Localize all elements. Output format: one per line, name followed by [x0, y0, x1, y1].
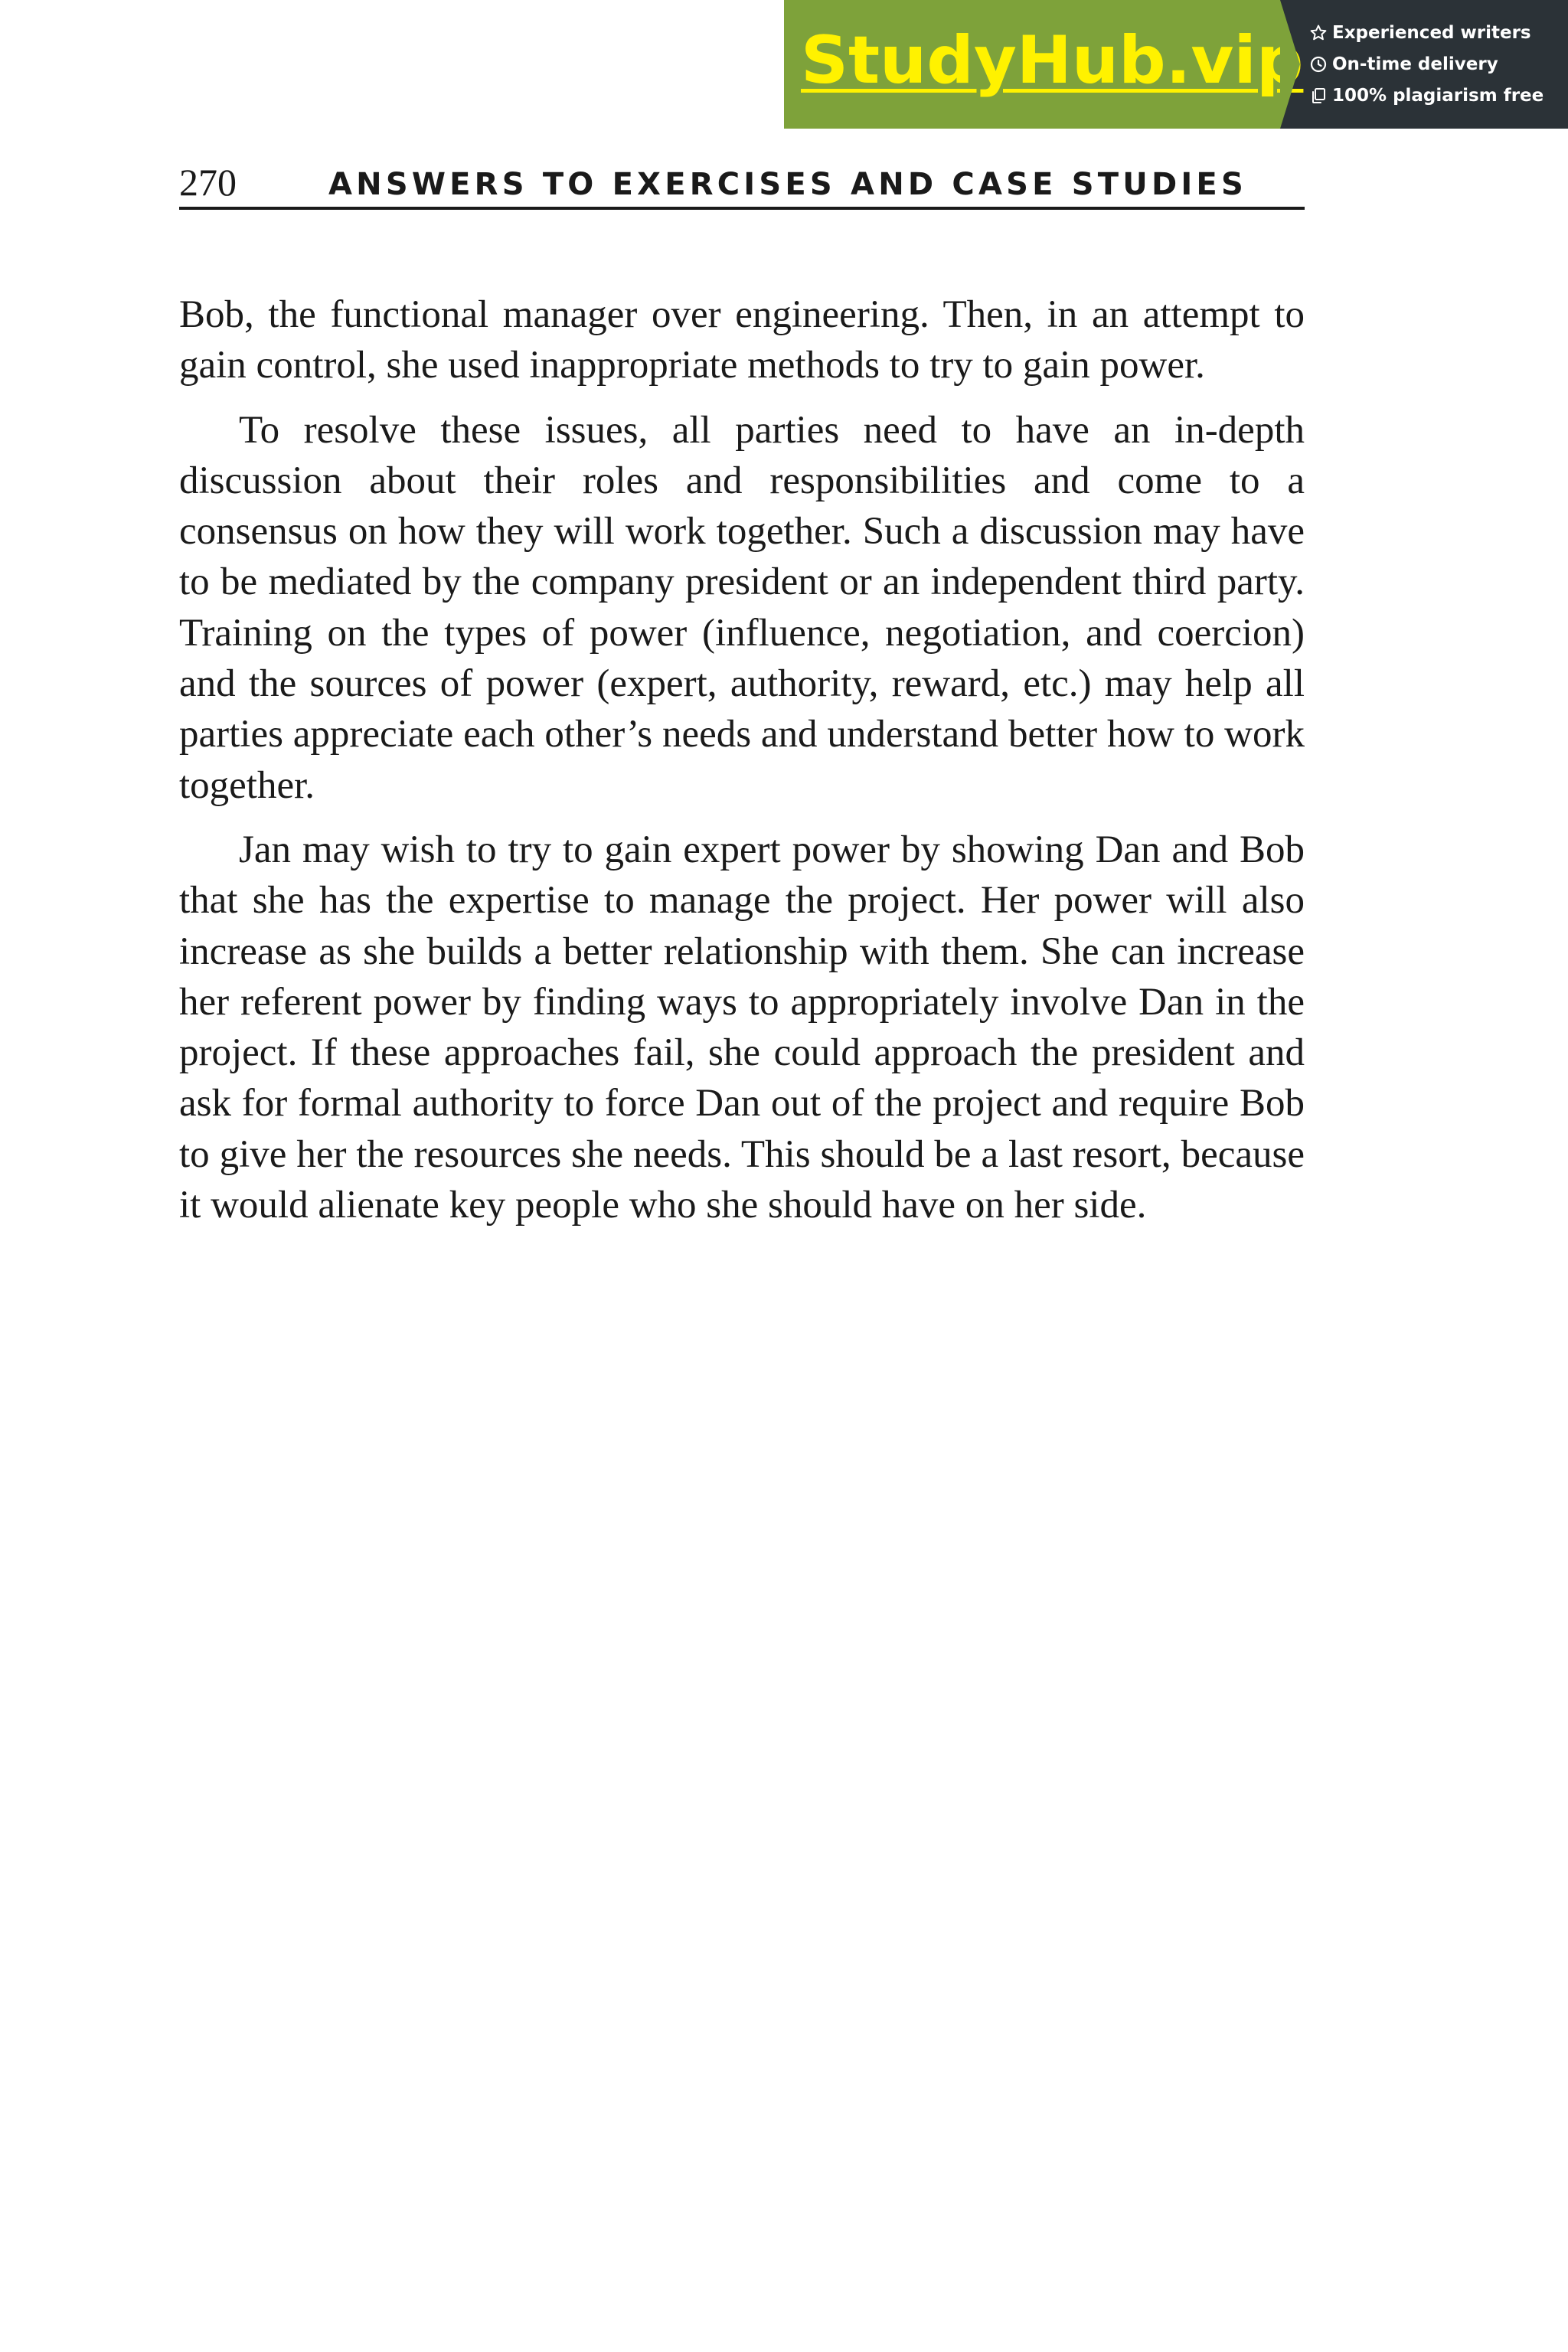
page-header: [179, 158, 1305, 210]
banner-feature-item: [1309, 17, 1544, 48]
clock-icon: [1309, 55, 1328, 74]
body-text: [179, 289, 1305, 1244]
copy-document-icon: [1309, 87, 1328, 105]
page-number: 270: [179, 161, 237, 204]
promo-banner[interactable]: [784, 0, 1568, 129]
banner-logo-panel[interactable]: [784, 0, 1304, 129]
running-head: ANSWERS TO EXERCISES AND CASE STUDIES: [328, 167, 1247, 202]
banner-feature-item: [1309, 80, 1544, 111]
banner-arrow-decoration: [1280, 0, 1300, 129]
body-paragraph: Bob, the functional manager over engineering. Then, in an attempt to gain control, she used inappropriate methods to try to gain power.: [179, 293, 1305, 387]
banner-feature-label: On-time delivery: [1332, 54, 1498, 74]
body-paragraph: Jan may wish to try to gain expert power by showing Dan and Bob that she has the expertise to manage the project. Her power will also increase as she builds a better relationship with them. She can increase her referent power by finding ways to appropriately involve Dan in the project. If these approaches fail, she could approach the president and ask for formal authority to force Dan out of the project and require Bob to give her the resources she needs. This should be a last resort, because it would alienate key people who she should have on her side.: [179, 828, 1305, 1227]
banner-feature-label: Experienced writers: [1332, 22, 1531, 43]
body-paragraph: To resolve these issues, all parties need to have an in-depth discussion about their roles and responsibilities and come to a consensus on how they will work together. Such a discussion may have to be mediated by the company president or an independent third party. Training on the types of power (influence, negotiation, and coercion) and the sources of power (expert, authority, reward, etc.) may help all parties appreciate each other’s needs and understand better how to work together.: [179, 408, 1305, 807]
banner-feature-label: 100% plagiarism free: [1332, 85, 1544, 106]
banner-feature-item: [1309, 48, 1544, 80]
banner-feature-list: [1309, 17, 1544, 111]
banner-logo-text[interactable]: StudyHub.vip: [801, 22, 1304, 99]
star-outline-icon: [1309, 24, 1328, 42]
